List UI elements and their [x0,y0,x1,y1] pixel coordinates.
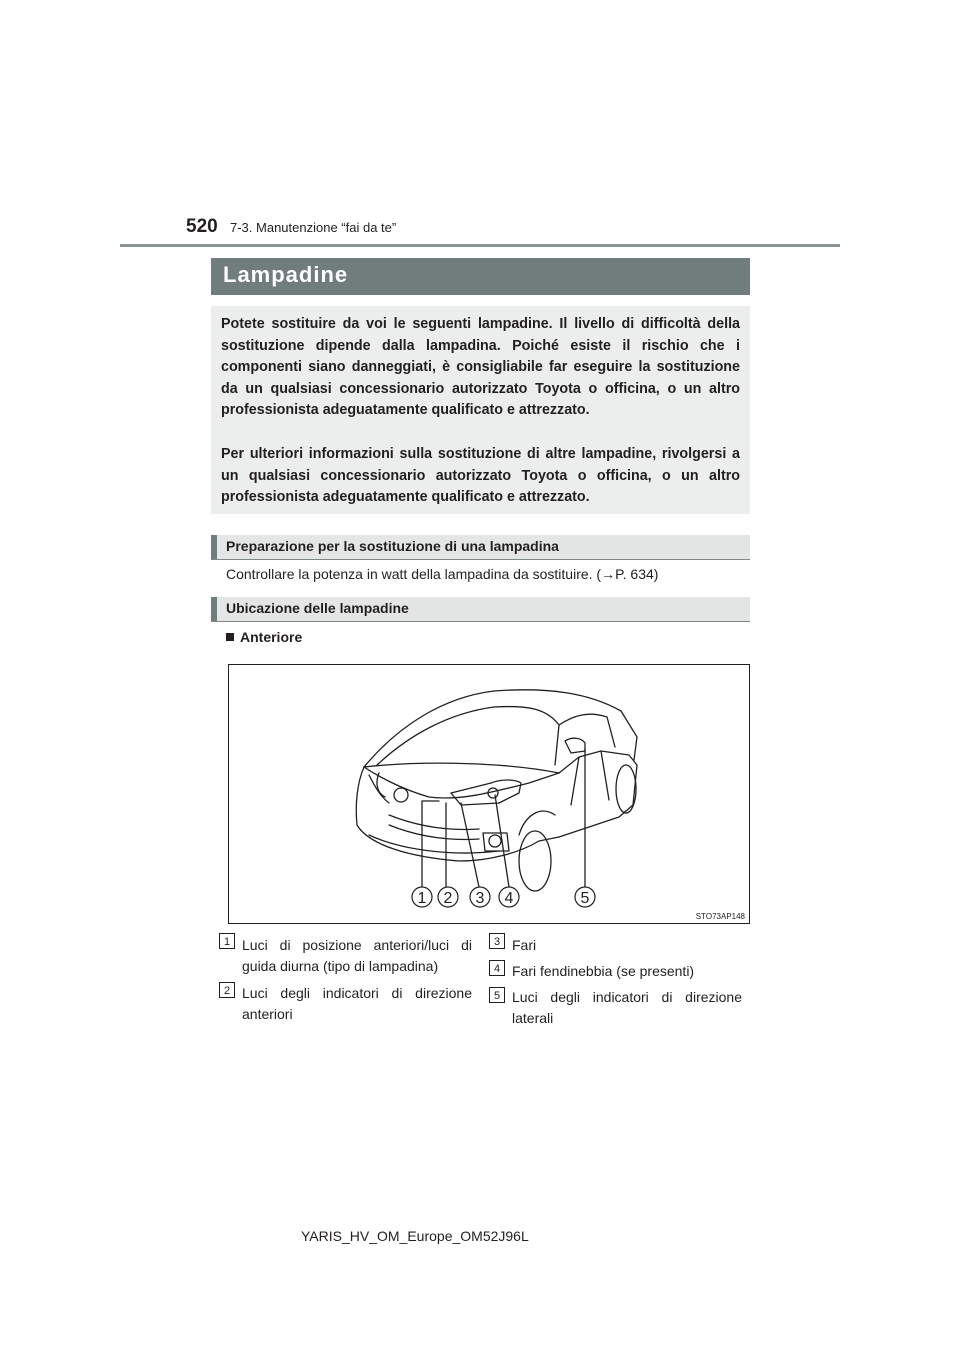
section-title: 7-3. Manutenzione “fai da te” [230,220,397,235]
callout-3: 3 [475,890,485,907]
front-subheading-text: Anteriore [240,629,303,645]
intro-box [211,306,750,514]
callout-4: 4 [504,890,514,907]
page-title: Lampadine [223,262,349,287]
front-subheading [226,629,302,645]
footer-code: YARIS_HV_OM_Europe_OM52J96L [301,1228,529,1244]
legend-num-2: 2 [219,982,235,998]
header-divider [120,244,840,247]
legend-num-4: 4 [489,960,505,976]
prep-heading-bar [211,535,750,560]
legend-text-4: Fari fendinebbia (se presenti) [512,963,695,979]
legend-text-2: Luci degli indicatori di direzione anteriori [242,985,472,1022]
page-number: 520 [186,216,218,237]
callout-2: 2 [443,890,453,907]
prep-heading: Preparazione per la sostituzione di una lampadina [226,538,559,554]
location-heading: Ubicazione delle lampadine [226,600,409,616]
car-front-figure [228,664,750,924]
intro-paragraph-2: Per ulteriori informazioni sulla sostituzione di altre lampadine, rivolgersi a un qualsiasi concessionario autorizzato Toyota o officina, o un altro professionista adeguatamente qualificato e attrezzato. [221,446,740,505]
figure-code: STO73AP148 [695,912,745,921]
legend-text-5: Luci degli indicatori di direzione laterali [512,989,742,1026]
bullet-square-icon [226,633,234,641]
callout-5: 5 [580,890,590,907]
legend-num-1: 1 [219,933,235,949]
legend-num-5: 5 [489,987,505,1003]
intro-paragraph-1: Potete sostituire da voi le seguenti lampadine. Il livello di difficoltà della sostituzione dipende dalla lampadina. Poiché esiste il rischio che i componenti siano danneggiati, è consigliabile far eseguire la sostituzione da un qualsiasi concessionario autorizzato Toyota o officina, o un altro professionista adeguatamente qualificato e attrezzato. [221,316,740,418]
location-heading-bar [211,597,750,622]
legend-text-3: Fari [512,937,537,953]
legend-text-1: Luci di posizione anteriori/luci di guida diurna (tipo di lampadina) [242,937,472,974]
title-bar [211,258,750,295]
car-illustration [229,665,750,924]
legend-num-3: 3 [489,933,505,949]
prep-text: Controllare la potenza in watt della lampadina da sostituire. (→P. 634) [226,566,659,582]
callout-1: 1 [417,890,427,907]
